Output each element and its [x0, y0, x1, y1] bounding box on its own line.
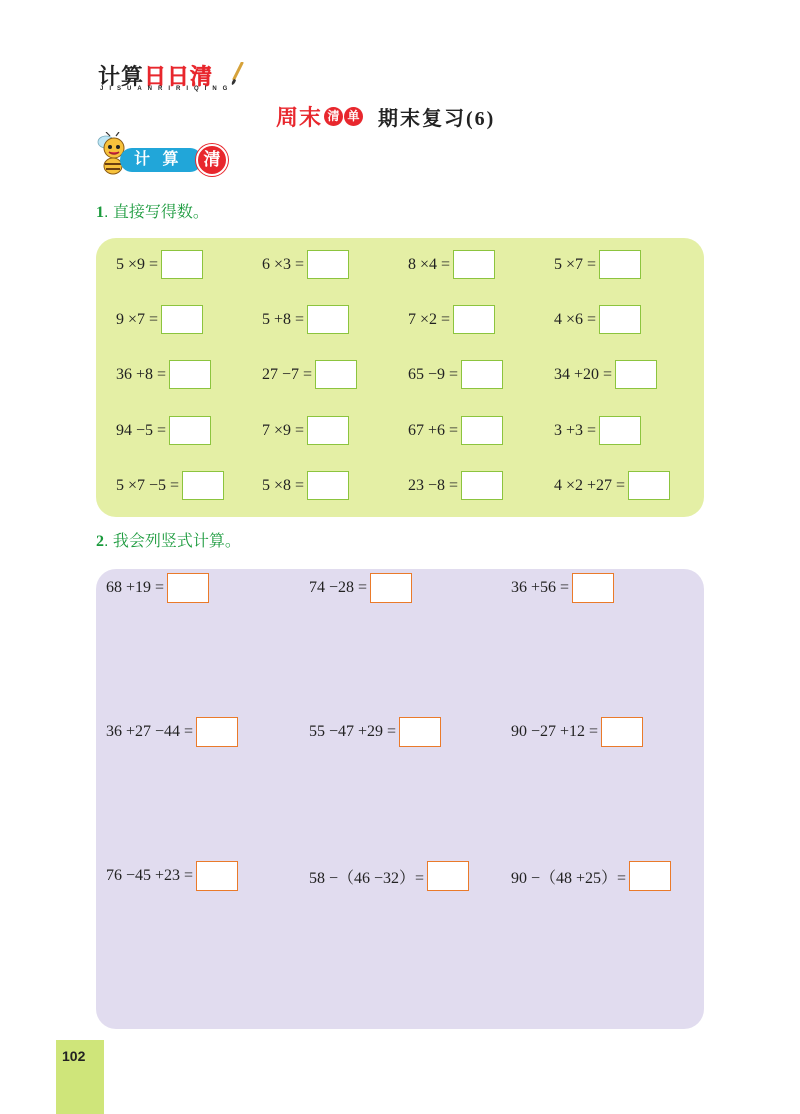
problem	[511, 861, 671, 891]
problem-expression: 9 ×7 =	[116, 310, 159, 328]
question-2-title	[96, 528, 241, 551]
answer-box[interactable]	[161, 250, 203, 279]
answer-box[interactable]	[599, 250, 641, 279]
problem	[116, 305, 203, 334]
problem	[408, 471, 503, 500]
problem	[511, 717, 643, 747]
answer-box[interactable]	[461, 360, 503, 389]
answer-box[interactable]	[167, 573, 209, 603]
problem-expression: 5 +8 =	[262, 310, 305, 328]
question-number: 2	[96, 533, 104, 550]
answer-box[interactable]	[307, 471, 349, 500]
question-text: . 直接写得数。	[104, 204, 209, 221]
problem	[116, 416, 211, 445]
problem	[408, 360, 503, 389]
problem-expression: 6 ×3 =	[262, 255, 305, 273]
problem-expression: 27 −7 =	[262, 365, 313, 383]
problem	[262, 250, 349, 279]
problem-expression: 5 ×7 −5 =	[116, 476, 180, 494]
answer-box[interactable]	[628, 471, 670, 500]
answer-box[interactable]	[599, 305, 641, 334]
problem	[408, 416, 503, 445]
answer-box[interactable]	[169, 416, 211, 445]
problem-expression: 76 −45 +23 =	[106, 867, 194, 884]
header-label: 周末	[276, 105, 323, 130]
problem-expression: 23 −8 =	[408, 476, 459, 494]
answer-box[interactable]	[615, 360, 657, 389]
answer-box[interactable]	[461, 471, 503, 500]
question-text: . 我会列竖式计算。	[104, 533, 241, 550]
problem-expression: 4 ×6 =	[554, 310, 597, 328]
problem-expression: 67 +6 =	[408, 421, 459, 439]
answer-box[interactable]	[307, 416, 349, 445]
answer-box[interactable]	[161, 305, 203, 334]
problem	[116, 250, 203, 279]
problem	[106, 573, 209, 603]
answer-box[interactable]	[182, 471, 224, 500]
problem	[116, 471, 224, 500]
problem-expression: 3 +3 =	[554, 421, 597, 439]
answer-box[interactable]	[453, 250, 495, 279]
answer-box[interactable]	[315, 360, 357, 389]
answer-box[interactable]	[629, 861, 671, 891]
problem	[408, 305, 495, 334]
problem-expression: 8 ×4 =	[408, 255, 451, 273]
answer-box[interactable]	[599, 416, 641, 445]
answer-box[interactable]	[370, 573, 412, 603]
problem	[554, 250, 641, 279]
page-title: 期末复习(6)	[378, 108, 496, 130]
header-badge-char: 清	[324, 107, 343, 126]
page-header	[276, 101, 495, 132]
problem	[106, 861, 238, 891]
header-badge-char: 单	[344, 107, 363, 126]
problem	[106, 717, 238, 747]
problem	[309, 573, 412, 603]
problem	[262, 305, 349, 334]
answer-box[interactable]	[453, 305, 495, 334]
problem	[116, 360, 211, 389]
page-number: 102	[62, 1048, 86, 1064]
problem-expression: 34 +20 =	[554, 365, 613, 383]
brand-title-red: 日日清	[144, 64, 214, 89]
problem-expression: 55 −47 +29 =	[309, 723, 397, 740]
problem-expression: 36 +27 −44 =	[106, 723, 194, 740]
problem	[309, 861, 469, 891]
problem-expression: 90 −（48 +25）=	[511, 869, 627, 887]
header-badge	[324, 107, 364, 126]
answer-box[interactable]	[169, 360, 211, 389]
problem	[554, 471, 670, 500]
answer-box[interactable]	[572, 573, 614, 603]
answer-box[interactable]	[196, 717, 238, 747]
problem-expression: 36 +8 =	[116, 365, 167, 383]
problem-expression: 7 ×9 =	[262, 421, 305, 439]
brand-title-black: 计算	[98, 64, 145, 89]
problem	[511, 573, 614, 603]
vertical-calculation-panel	[96, 569, 704, 1029]
answer-box[interactable]	[399, 717, 441, 747]
problem	[262, 416, 349, 445]
section-tag-badge: 清	[196, 144, 228, 176]
problem	[262, 360, 357, 389]
problem	[262, 471, 349, 500]
section-tag: 计 算	[120, 148, 202, 172]
problem-expression: 68 +19 =	[106, 579, 165, 596]
problem	[554, 305, 641, 334]
question-1-title	[96, 199, 209, 222]
problem-expression: 58 −（46 −32）=	[309, 869, 425, 887]
answer-box[interactable]	[601, 717, 643, 747]
problem-expression: 5 ×9 =	[116, 255, 159, 273]
problem	[408, 250, 495, 279]
answer-box[interactable]	[307, 305, 349, 334]
problem-expression: 5 ×8 =	[262, 476, 305, 494]
problem-expression: 74 −28 =	[309, 579, 368, 596]
problem-expression: 94 −5 =	[116, 421, 167, 439]
oral-calculation-panel	[96, 238, 704, 517]
answer-box[interactable]	[461, 416, 503, 445]
answer-box[interactable]	[307, 250, 349, 279]
problem-expression: 7 ×2 =	[408, 310, 451, 328]
question-number: 1	[96, 204, 104, 221]
answer-box[interactable]	[427, 861, 469, 891]
problem-expression: 36 +56 =	[511, 579, 570, 596]
problem	[554, 416, 641, 445]
problem-expression: 90 −27 +12 =	[511, 723, 599, 740]
problem-expression: 65 −9 =	[408, 365, 459, 383]
brush-icon	[230, 62, 244, 86]
problem-expression: 4 ×2 +27 =	[554, 476, 626, 494]
problem-expression: 5 ×7 =	[554, 255, 597, 273]
problem	[309, 717, 441, 747]
answer-box[interactable]	[196, 861, 238, 891]
brand-logo	[98, 60, 234, 94]
problem	[554, 360, 657, 389]
brand-subtitle: JISUANRIRIQING	[100, 86, 234, 92]
